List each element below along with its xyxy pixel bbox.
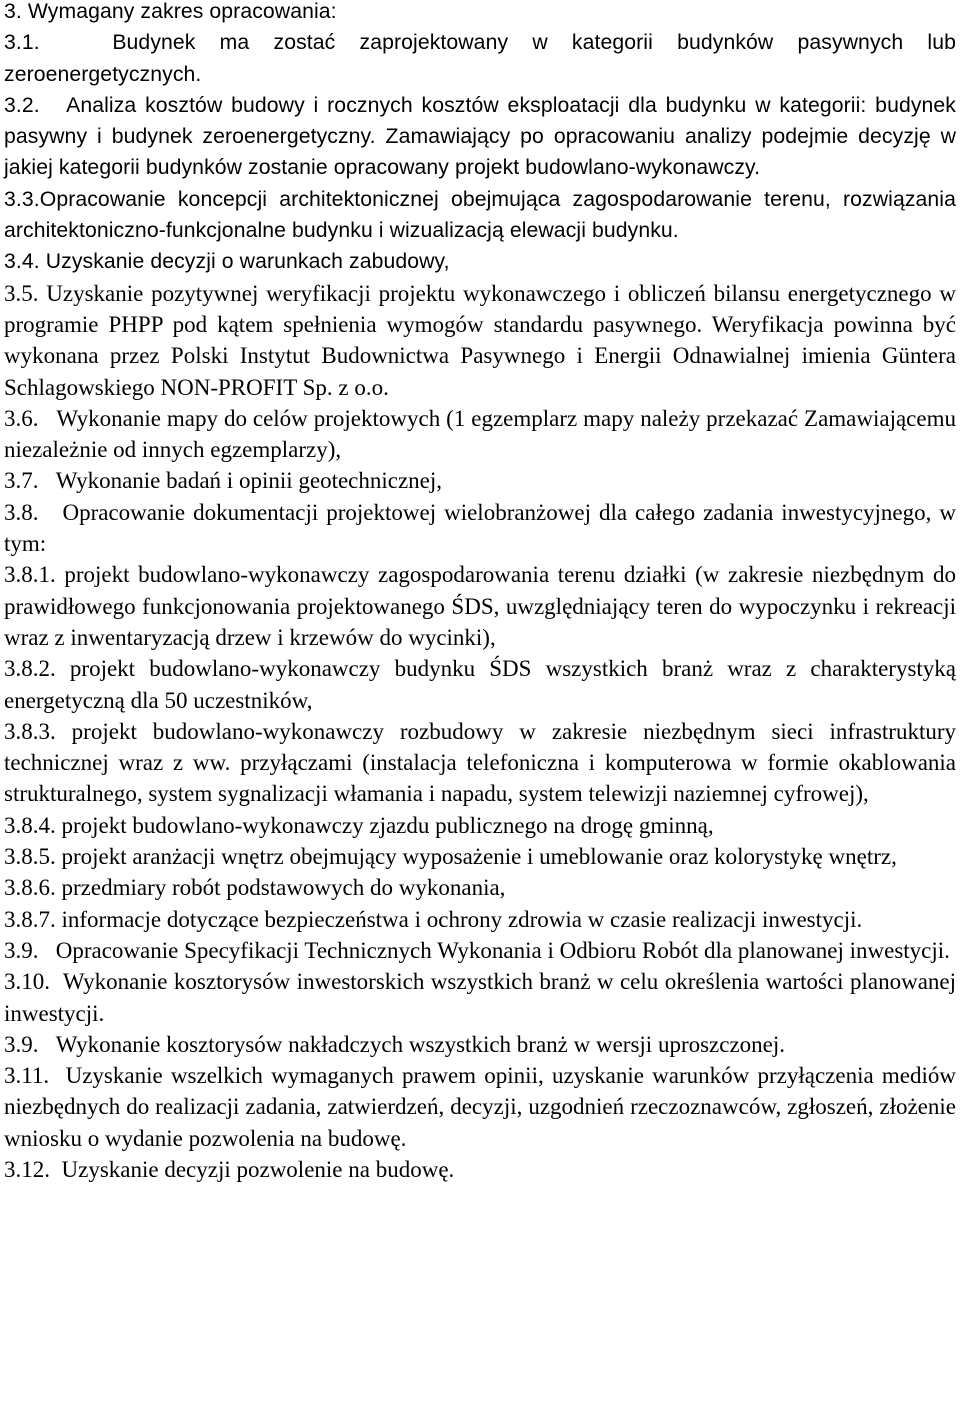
item-3-10: 3.10. Wykonanie kosztorysów inwestorskich wszystkich branż w celu określenia wartości planowanej inwestycji.: [4, 969, 956, 1026]
item-3-8-1: 3.8.1. projekt budowlano-wykonawczy zagospodarowania terenu działki (w zakresie niezbędnym do prawidłowego funkcjonowania projektowanego ŚDS, uwzględniający teren do wypoczynku i rekreacji wraz z inwentaryzacją drzew i krzewów do wycinki),: [4, 562, 956, 650]
item-3-2: 3.2. Analiza kosztów budowy i rocznych kosztów eksploatacji dla budynku w kategorii: budynek pasywny i budynek zeroenergetyczny. Zamawiający po opracowaniu analizy podejmie decyzję w jakiej kategorii budynków zostanie opracowany projekt budowlano-wykonawczy.: [4, 93, 956, 180]
item-3-6: 3.6. Wykonanie mapy do celów projektowych (1 egzemplarz mapy należy przekazać Zamawiającemu niezależnie od innych egzemplarzy),: [4, 405, 956, 463]
item-3-9: 3.9. Opracowanie Specyfikacji Technicznych Wykonania i Odbioru Robót dla planowanej inwestycji.: [4, 937, 950, 963]
item-3-7: 3.7. Wykonanie badań i opinii geotechnicznej,: [4, 468, 443, 494]
item-3-1: 3.1. Budynek ma zostać zaprojektowany w kategorii budynków pasywnych lub zeroenergetycznych.: [4, 31, 956, 86]
item-3-9-second: 3.9. Wykonanie kosztorysów nakładczych wszystkich branż w wersji uproszczonej.: [4, 1031, 786, 1057]
section-heading: 3. Wymagany zakres opracowania:: [4, 0, 337, 23]
item-3-11: 3.11. Uzyskanie wszelkich wymaganych prawem opinii, uzyskanie warunków przyłączenia mediów niezbędnych do realizacji zadania, zatwierdzeń, decyzji, uzgodnień rzeczoznawców, zgłoszeń, złożenie wniosku o wydanie pozwolenia na budowę.: [4, 1063, 956, 1151]
item-3-8-3: 3.8.3. projekt budowlano-wykonawczy rozbudowy w zakresie niezbędnym sieci infrastruktury technicznej wraz z ww. przyłączami (instalacja telefoniczna i komputerowa w formie okablowania strukturalnego, system sygnalizacji włamania i napadu, system telewizji naziemnej cyfrowej),: [4, 718, 956, 807]
item-3-8-6: 3.8.6. przedmiary robót podstawowych do wykonania,: [4, 875, 506, 901]
item-3-8-7: 3.8.7. informacje dotyczące bezpieczeństwa i ochrony zdrowia w czasie realizacji inwestycji.: [4, 906, 863, 932]
item-3-8: 3.8. Opracowanie dokumentacji projektowej wielobranżowej dla całego zadania inwestycyjnego, w tym:: [4, 499, 956, 557]
item-3-8-4: 3.8.4. projekt budowlano-wykonawczy zjazdu publicznego na drogę gminną,: [4, 812, 714, 838]
item-3-12: 3.12. Uzyskanie decyzji pozwolenie na budowę.: [4, 1156, 455, 1182]
item-3-8-2: 3.8.2. projekt budowlano-wykonawczy budynku ŚDS wszystkich branż wraz z charakterystyką energetyczną dla 50 uczestników,: [4, 656, 956, 713]
item-3-8-5: 3.8.5. projekt aranżacji wnętrz obejmujący wyposażenie i umeblowanie oraz kolorystykę wnętrz,: [4, 844, 897, 870]
item-3-5: 3.5. Uzyskanie pozytywnej weryfikacji projektu wykonawczego i obliczeń bilansu energetycznego w programie PHPP pod kątem spełnienia wymogów standardu pasywnego. Weryfikacja powinna być wykonana przez Polski Instytut Budownictwa Pasywnego i Energii Odnawialnej imienia Güntera Schlagowskiego NON-PROFIT Sp. z o.o.: [4, 280, 956, 400]
document-body: [4, 0, 956, 1185]
item-3-3: 3.3.Opracowanie koncepcji architektonicznej obejmująca zagospodarowanie terenu, rozwiązania architektoniczno-funkcjonalne budynku i wizualizacją elewacji budynku.: [4, 187, 956, 243]
item-3-4: 3.4. Uzyskanie decyzji o warunkach zabudowy,: [4, 250, 450, 274]
